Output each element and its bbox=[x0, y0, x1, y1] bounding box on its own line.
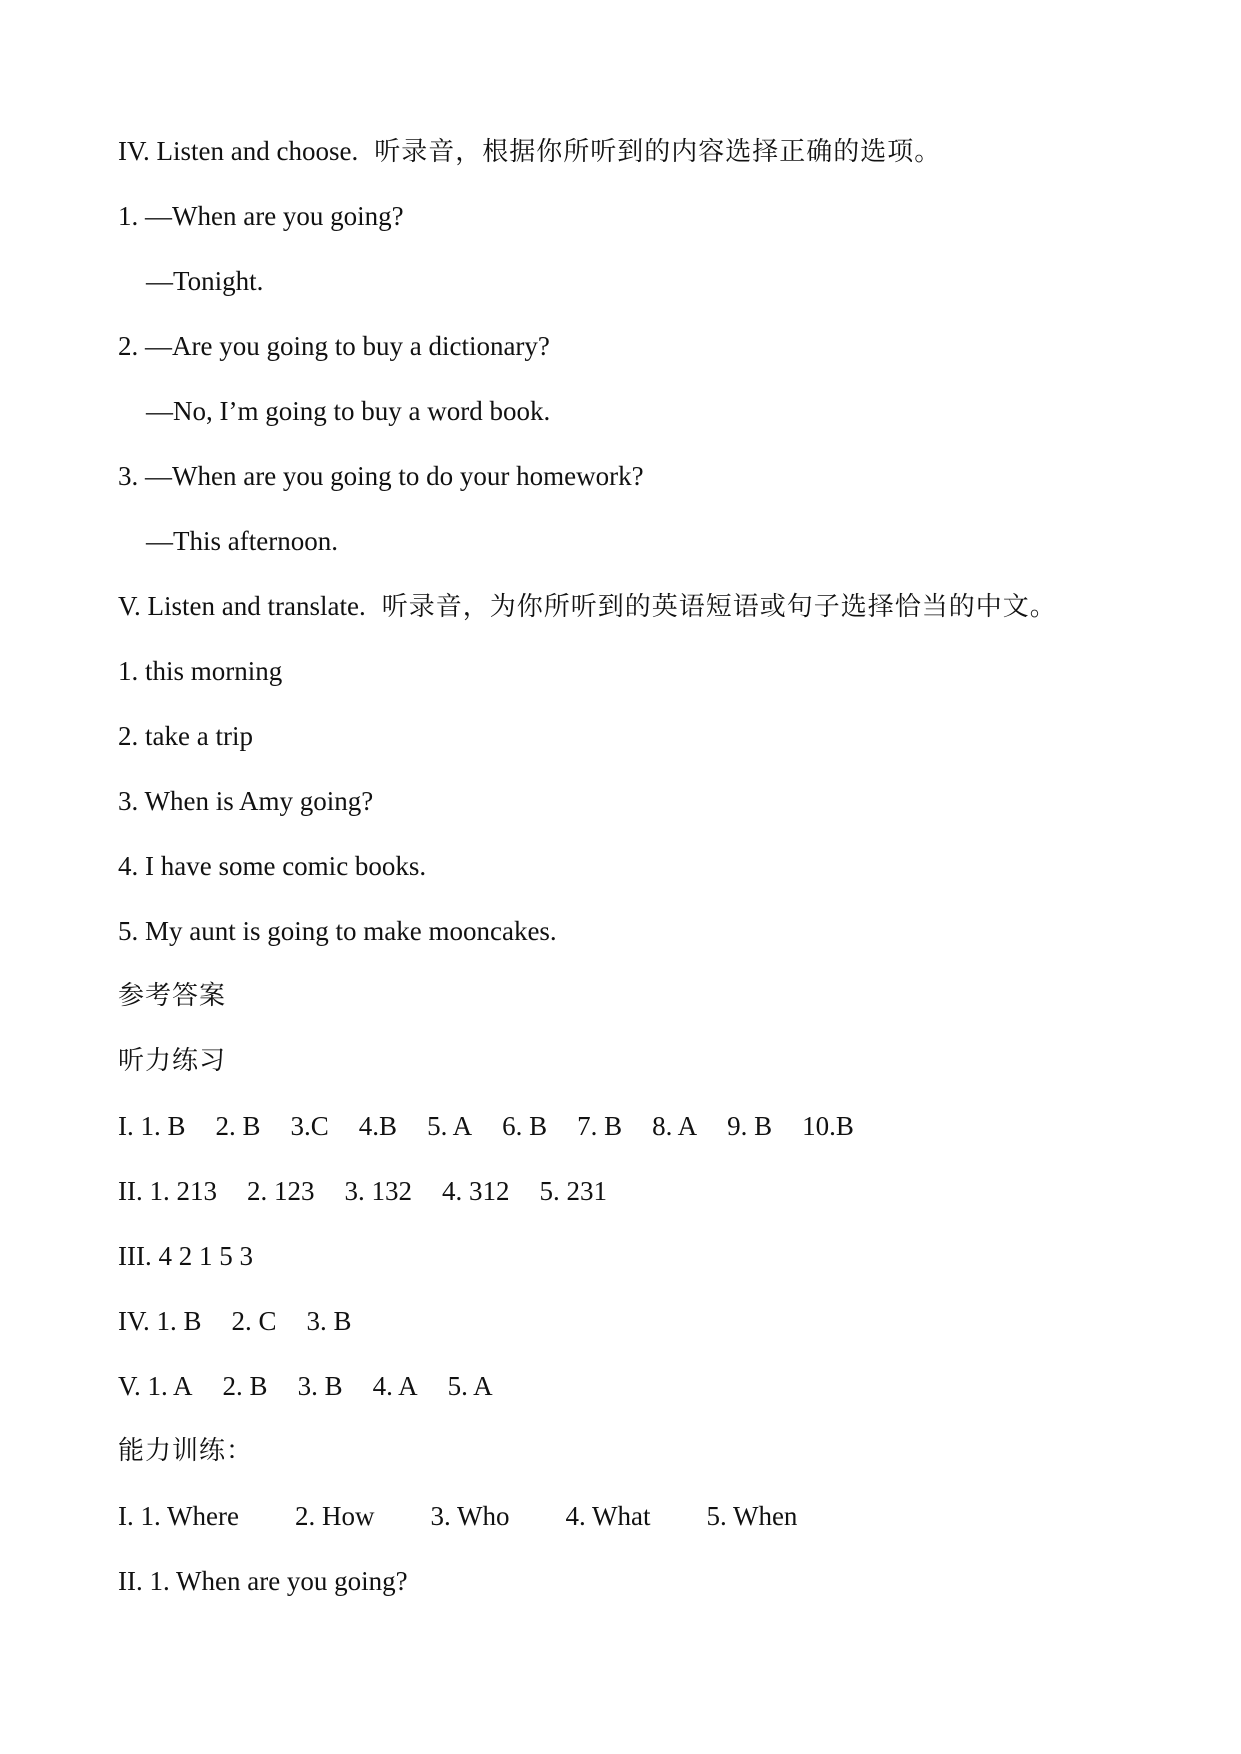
answer-item: 9. B bbox=[727, 1111, 773, 1141]
listening-iv-row bbox=[118, 1301, 352, 1341]
answer-item: 4. What bbox=[565, 1501, 651, 1531]
answer-item: 5. When bbox=[706, 1501, 798, 1531]
section-v-item-5: 5. My aunt is going to make mooncakes. bbox=[118, 916, 557, 946]
section-v-item-3: 3. When is Amy going? bbox=[118, 786, 374, 816]
answer-item: 3. 132 bbox=[344, 1176, 412, 1206]
answer-item: 4. A bbox=[372, 1371, 418, 1401]
listening-i-prefix: I. bbox=[118, 1111, 141, 1141]
answer-item: 5. A bbox=[447, 1371, 493, 1401]
answer-item: 5. 231 bbox=[539, 1176, 607, 1206]
listening-iv-prefix: IV. bbox=[118, 1306, 157, 1336]
answer-item: 2. How bbox=[294, 1501, 375, 1531]
section-v-heading-zh: 听录音，为你所听到的英语短语或句子选择恰当的中文。 bbox=[381, 592, 1057, 622]
answer-item: 1. B bbox=[140, 1111, 186, 1141]
listening-iii-row: III. 4 2 1 5 3 bbox=[118, 1241, 253, 1271]
answer-item: 1. 213 bbox=[149, 1176, 217, 1206]
answer-item: 4. 312 bbox=[441, 1176, 510, 1206]
section-iv-q1: 1. —When are you going? bbox=[118, 201, 404, 231]
answer-item: 2. C bbox=[231, 1306, 277, 1336]
answer-item: 1. Where bbox=[140, 1501, 239, 1531]
section-iv-a3: —This afternoon. bbox=[146, 526, 338, 556]
answer-item: 10.B bbox=[802, 1111, 854, 1141]
answer-item: 5. A bbox=[427, 1111, 473, 1141]
answer-item: 7. B bbox=[577, 1111, 623, 1141]
section-v-item-1: 1. this morning bbox=[118, 656, 283, 686]
ability-ii-row: II. 1. When are you going? bbox=[118, 1566, 408, 1596]
section-v-heading bbox=[118, 586, 1057, 626]
section-v-item-2: 2. take a trip bbox=[118, 721, 253, 751]
ability-title: 能力训练： bbox=[118, 1436, 254, 1466]
answer-item: 1. A bbox=[147, 1371, 193, 1401]
listening-v-prefix: V. bbox=[118, 1371, 148, 1401]
listening-v-row bbox=[118, 1366, 493, 1406]
answer-item: 2. 123 bbox=[246, 1176, 315, 1206]
section-iv-heading bbox=[118, 131, 941, 171]
section-iv-q3: 3. —When are you going to do your homework? bbox=[118, 461, 644, 491]
answer-item: 2. B bbox=[222, 1371, 268, 1401]
listening-title: 听力练习 bbox=[118, 1046, 227, 1076]
answer-item: 3. B bbox=[306, 1306, 352, 1336]
answer-item: 2. B bbox=[215, 1111, 261, 1141]
section-iv-q2: 2. —Are you going to buy a dictionary? bbox=[118, 331, 550, 361]
answers-title: 参考答案 bbox=[118, 981, 227, 1011]
answer-item: 4.B bbox=[358, 1111, 398, 1141]
answer-item: 6. B bbox=[502, 1111, 548, 1141]
listening-i-row bbox=[118, 1106, 854, 1146]
answer-item: 1. B bbox=[156, 1306, 202, 1336]
section-iv-heading-zh: 听录音，根据你所听到的内容选择正确的选项。 bbox=[374, 137, 942, 167]
section-iv-a2: —No, I’m going to buy a word book. bbox=[146, 396, 551, 426]
listening-ii-prefix: II. bbox=[118, 1176, 150, 1206]
section-iv-heading-en: IV. Listen and choose. bbox=[118, 136, 359, 166]
answer-item: 3.C bbox=[290, 1111, 329, 1141]
section-iv-a1: —Tonight. bbox=[146, 266, 264, 296]
answer-item: 3. B bbox=[297, 1371, 343, 1401]
ability-i-row bbox=[118, 1496, 797, 1536]
answer-item: 8. A bbox=[652, 1111, 698, 1141]
answer-item: 3. Who bbox=[430, 1501, 510, 1531]
listening-ii-row bbox=[118, 1171, 607, 1211]
ability-i-prefix: I. bbox=[118, 1501, 141, 1531]
section-v-item-4: 4. I have some comic books. bbox=[118, 851, 427, 881]
section-v-heading-en: V. Listen and translate. bbox=[118, 591, 366, 621]
